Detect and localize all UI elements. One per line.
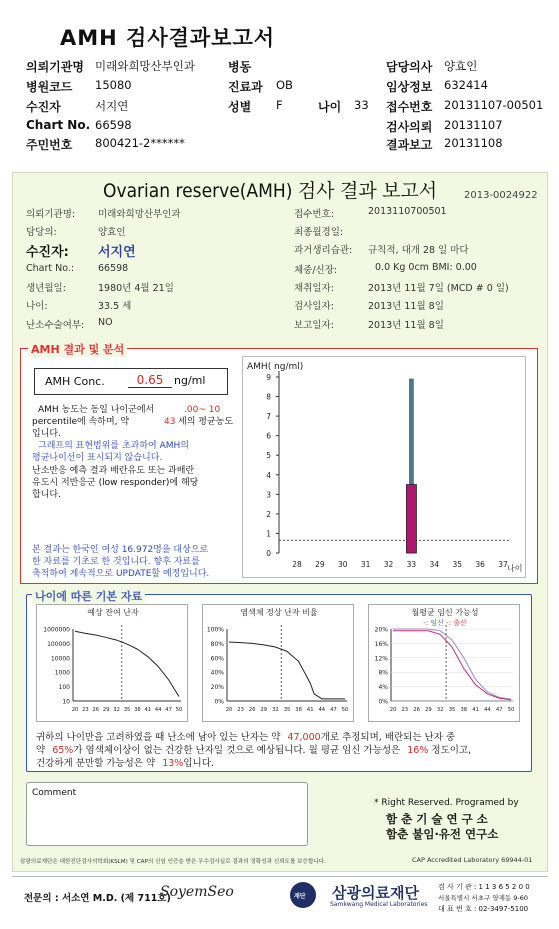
form-value-chart-no: 66598 [98,263,129,274]
form-label-doctor: 담당의: [26,227,57,238]
mini2-ytick-5: 0% [214,698,224,706]
mini3-legend: -: 임신 -: 출산 [423,619,467,627]
remaining-eggs-frame [36,604,188,722]
form-value-birth: 1980년 4월 21일 [98,283,174,294]
value-institution: 미래와희망산부인과 [95,59,195,73]
amh-x-label-37: 37 [498,560,508,569]
mini3-ytick-4: 4% [378,684,388,692]
form-value-body: 0.0 Kg 0cm BMI: 0.00 [375,262,477,273]
mini3-xtick-20: 20 [389,707,397,713]
footer-divider [12,876,548,877]
amh-x-label-34: 34 [429,560,440,569]
amh-y-label-9: 9 [266,373,271,382]
value-hospital-code: 15080 [95,78,132,92]
amh-conc-unit: ng/ml [174,374,206,387]
amh-y-label-7: 7 [266,412,271,422]
credits-rights: * Right Reserved. Programed by [374,798,519,808]
amh-text-end: 입니다. [32,429,61,439]
mini1-xtick-29: 29 [102,707,110,713]
normal-ratio-frame [202,604,354,722]
mini3-xtick-23: 23 [401,707,409,713]
amh-y-label-2: 2 [266,509,271,519]
footer-signature: SoyemSeo [160,884,234,900]
comment-label: Comment [32,788,77,798]
value-clinical-info: 632414 [444,78,488,92]
value-department: OB [276,78,293,92]
mini2-xtick-50: 50 [341,707,349,713]
mini1-ytick-5: 10 [62,698,70,706]
summary-3c: 입니다. [183,758,214,769]
label-patient: 수진자 [26,100,61,114]
value-sex: F [276,98,283,112]
summary-pregnancy-pct: 16% [407,745,429,756]
amh-note-range-1: 그래프의 표현범위를 초과하여 AMH의 [38,441,189,451]
footer-cert: 삼광의료재단은 대한진단검사의학회(KSLM) 및 CAP의 신임 인증을 받은 우수검사실로 결과의 정확성과 신뢰도를 보증합니다. [20,859,326,865]
value-doctor: 양효인 [444,59,478,73]
mini2-xtick-44: 44 [318,707,326,713]
mini3-ytick-2: 12% [374,655,388,663]
form-value-institution: 미래와희망산부인과 [98,209,181,220]
form-label-receipt: 접수번호: [294,209,334,220]
summary-1a: 귀하의 나이만을 고려하였을 때 난소에 남아 있는 난자는 약 [36,732,281,743]
amh-text-equiv-a: percentile에 속하며, 약 [32,417,130,427]
amh-basis-1: 본 결과는 한국인 여성 16.972명을 대상으로 [32,545,209,555]
label-id-number: 주민번호 [26,138,73,152]
amh-conc-label: AMH Conc. [45,375,105,388]
form-label-institution: 의뢰기관명: [26,209,76,220]
label-doctor: 담당의사 [386,60,433,74]
logo-text: 재단 [294,893,306,900]
form-label-chart-no: Chart No.: [26,263,75,274]
label-chart-no: Chart No. [26,118,91,132]
mini2-ytick-0: 100% [206,626,224,634]
mini3-ytick-1: 16% [374,640,388,648]
pregnancy-frame [368,604,520,722]
mini1-xtick-35: 35 [123,707,131,713]
mini2-xtick-20: 20 [225,707,233,713]
mini2-xtick-38: 38 [295,707,302,713]
mini3-xtick-41: 41 [472,707,479,713]
mini2-series-0 [229,642,345,699]
summary-3a: 건강하게 분만할 가능성은 약 [36,758,156,769]
mini1-ytick-1: 100000 [47,640,70,648]
form-label-birth: 생년월일: [26,283,66,294]
mini1-xtick-26: 26 [92,707,100,713]
mini1-ytick-2: 10000 [50,655,70,663]
label-department: 진료과 [228,80,263,94]
form-value-cycle: 규칙적, 대개 28 일 마다 [368,245,469,256]
form-id: 2013-0024922 [464,190,538,201]
form-value-collection: 2013년 11월 7일 (MCD # 0 일) [368,283,509,294]
form-label-patient: 수진자: [26,245,69,260]
form-label-lmp: 최종월경일: [294,227,344,238]
form-label-collection: 채취일자: [294,283,334,294]
mini1-xtick-41: 41 [144,707,152,713]
footer-doctor: 전문의 : 서소연 M.D. (제 711호) [24,893,171,904]
amh-y-label-1: 1 [266,529,271,539]
form-label-age: 나이: [26,301,48,312]
mini2-ytick-3: 40% [210,669,224,677]
mini3-ytick-0: 20% [374,626,388,634]
mini2-ytick-4: 20% [210,684,224,692]
form-value-test-date: 2013년 11월 8일 [368,301,444,312]
form-value-age: 33.5 세 [98,301,132,312]
amh-text-equiv-age: 43 [164,417,176,427]
mini1-xtick-23: 23 [82,707,89,713]
mini1-xtick-44: 44 [154,707,162,713]
amh-text-equiv-c: 세의 평균농도 [178,417,234,427]
amh-x-label-30: 30 [338,560,348,569]
amh-age-chart [243,357,527,579]
form-label-surgery: 난소수술여부: [26,320,85,331]
amh-value-bar [406,485,416,553]
mini2-xtick-47: 47 [330,707,337,713]
value-receipt-no: 20131107-00501 [444,98,544,112]
form-value-surgery: NO [98,317,113,328]
amh-note-range-2: 평균나이선이 표시되지 않습니다. [32,453,163,463]
value-id-number: 800421-2****** [95,136,185,150]
amh-x-label-32: 32 [383,560,394,569]
amh-range-bar [409,379,413,485]
credits-line-1: 함 춘 기 술 연 구 소 [386,812,488,826]
form-label-cycle: 과거생리습관: [294,245,353,256]
form-value-doctor: 양효인 [98,227,126,238]
label-result-date: 결과보고 [386,138,433,152]
mini1-xtick-32: 32 [113,707,120,713]
amh-y-label-6: 6 [266,431,271,441]
footer-contact-3: 대 표 번 호 : 02-3497-5100 [438,905,529,913]
mini2-xtick-26: 26 [248,707,256,713]
amh-text-percentile-a: AMH 농도는 동일 나이군에서 [38,405,155,415]
form-value-report-date: 2013년 11월 8일 [368,320,444,331]
amh-y-label-8: 8 [266,392,271,402]
amh-chart-ylabel: AMH( ng/ml) [247,362,304,372]
amh-note-response-1: 난소반응 예측 결과 배란유도 또는 과배란 [32,466,195,476]
mini3-title: 월평균 임신 가능성 [411,608,479,617]
credits-line-2: 함춘 불임·유전 연구소 [386,827,499,841]
summary-delivery-pct: 13% [162,758,184,769]
mini3-xtick-32: 32 [436,707,444,713]
form-label-body: 체중/신장: [294,265,338,276]
mini2-xtick-35: 35 [283,707,291,713]
mini1-series-0 [75,631,179,696]
value-request-date: 20131107 [444,118,503,132]
mini2-title: 염색체 정상 난자 비율 [240,608,318,617]
label-hospital-code: 병원코드 [26,80,73,94]
amh-basis-2: 한 자료를 기초로 한 것입니다. 향후 자료를 [32,557,200,567]
mini3-xtick-38: 38 [460,707,468,713]
mini3-series-1 [393,631,511,700]
amh-x-label-36: 36 [475,560,485,569]
amh-x-label-28: 28 [292,560,302,569]
amh-chart-xlabel: 나이 [507,564,523,573]
mini1-xtick-50: 50 [175,707,183,713]
amh-note-response-3: 합니다. [32,490,61,500]
mini2-xtick-29: 29 [260,707,268,713]
amh-y-label-0: 0 [266,549,271,558]
mini1-xtick-38: 38 [134,707,141,713]
form-label-test-date: 검사일자: [294,301,334,312]
label-clinical-info: 임상정보 [386,80,433,94]
summary-2e: 정도이고, [431,745,472,756]
amh-y-label-3: 3 [266,490,271,500]
mini3-ytick-3: 8% [378,669,388,677]
value-chart-no: 66598 [95,118,132,132]
form-value-receipt: 2013110700501 [368,206,447,217]
value-age: 33 [354,98,369,112]
amh-y-label-5: 5 [266,451,271,461]
mini1-title: 예상 잔여 난자 [87,608,139,617]
mini1-ytick-3: 1000 [54,669,70,677]
remaining-eggs-chart [37,605,189,723]
summary-1c: 개로 추정되며, 배란되는 난자 중 [320,732,456,743]
amh-text-percentile-range: .00~ 10 [184,405,221,415]
amh-chart-frame [242,356,526,578]
monthly-pregnancy-chart [369,605,521,723]
summary-2a: 약 [36,745,46,756]
amh-x-label-35: 35 [452,560,462,569]
mini2-xtick-32: 32 [272,707,279,713]
footer-org-name: 삼광의료재단 [332,884,419,902]
mini2-xtick-41: 41 [306,707,314,713]
footer-contact-1: 검 사 기 관 : 1 1 3 6 5 2 0 0 [438,883,530,891]
mini3-series-0 [393,629,511,699]
amh-y-label-4: 4 [266,470,271,480]
mini3-xtick-47: 47 [495,707,503,713]
footer-contact-2: 서울특별시 서초구 양재동 9-60 [438,894,529,902]
report-title: AMH 검사결과보고서 [60,26,276,50]
summary-line-3 [36,755,214,769]
amh-conc-value: 0.65 [128,373,172,388]
value-result-date: 20131108 [444,136,503,150]
label-sex: 성별 [228,100,252,114]
mini2-xtick-23: 23 [237,707,244,713]
mini2-ytick-2: 60% [210,655,224,663]
amh-x-label-31: 31 [360,560,371,569]
label-ward: 병동 [228,60,252,74]
summary-line-2 [36,742,471,756]
mini3-xtick-50: 50 [507,707,515,713]
label-institution: 의뢰기관명 [26,60,84,74]
form-title: Ovarian reserve(AMH) 검사 결과 보고서 [103,180,438,202]
footer-org-en: Samkwang Medical Laboratories [330,901,428,908]
summary-2c: 가 염색체이상이 없는 건강한 난자일 것으로 예상됩니다. 월 평균 임신 가능성은 [73,745,401,756]
summary-line-1 [36,729,455,743]
form-label-report-date: 보고일자: [294,320,334,331]
label-receipt-no: 접수번호 [386,100,433,114]
mini1-ytick-0: 1000000 [43,626,70,634]
age-section-title: 나이에 따른 기본 자료 [32,588,145,604]
mini1-xtick-47: 47 [165,707,172,713]
mini1-ytick-4: 100 [58,684,70,692]
mini3-xtick-26: 26 [413,707,420,713]
summary-normal-pct: 65% [52,745,74,756]
normal-egg-ratio-chart [203,605,355,723]
mini3-xtick-29: 29 [425,707,432,713]
mini1-xtick-20: 20 [71,707,79,713]
amh-basis-3: 축적하여 계속적으로 UPDATE할 예정입니다. [32,569,210,579]
footer-cap: CAP Accredited Laboratory 69944-01 [412,856,533,864]
form-value-patient: 서지연 [98,245,136,260]
mini3-xtick-35: 35 [448,707,456,713]
amh-section-title: AMH 결과 및 분석 [28,341,127,357]
label-age: 나이 [318,100,342,114]
amh-x-label-33: 33 [406,560,417,569]
mini3-xtick-44: 44 [484,707,491,713]
summary-eggs-count: 47,000 [287,732,321,743]
amh-x-label-29: 29 [315,560,325,569]
amh-note-response-2: 유도시 저반응군 (low responder)에 해당 [32,478,199,488]
mini2-ytick-1: 80% [210,640,224,648]
value-patient: 서지연 [95,99,129,113]
label-request-date: 검사의뢰 [386,120,433,134]
mini3-ytick-5: 0% [378,698,388,706]
